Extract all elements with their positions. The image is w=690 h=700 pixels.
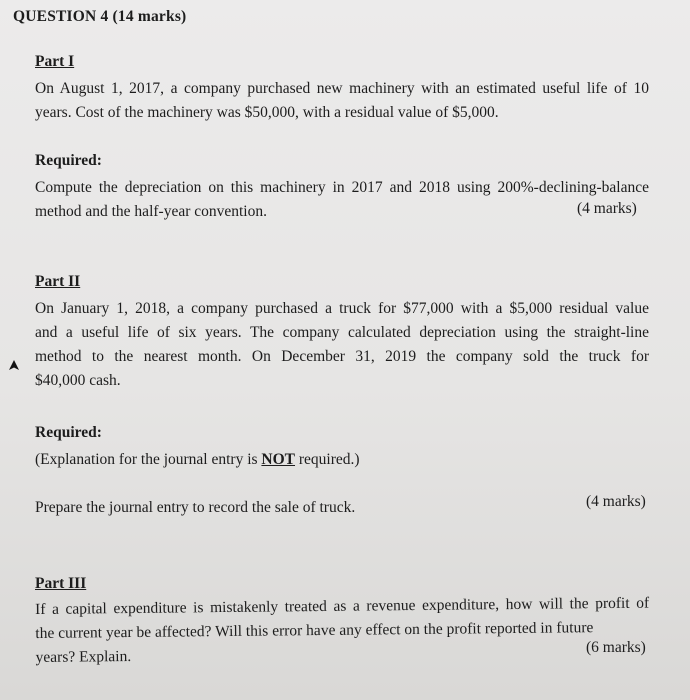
part-1-text <box>35 77 649 125</box>
part-2-explanation-not: NOT <box>261 451 296 468</box>
part-2-task-line: Prepare the journal entry to record the sale of truck. <box>35 499 356 516</box>
part-2-explanation-suffix: required.) <box>295 451 360 468</box>
part-2-marks: (4 marks) <box>586 493 646 510</box>
part-1-required-heading: Required: <box>35 152 102 169</box>
part-2-text <box>35 297 649 393</box>
part-3-text <box>35 592 650 670</box>
question-title: QUESTION 4 (14 marks) <box>13 8 187 25</box>
part-3-line: years? Explain. <box>35 647 132 666</box>
part-2-explanation <box>35 448 649 472</box>
part-2-line: $40,000 cash. <box>35 372 121 389</box>
part-2-line: method to the nearest month. On December 31, 2019 the company sold the truck for <box>35 348 649 365</box>
part-1-required-text <box>35 176 649 224</box>
part-3-marks: (6 marks) <box>586 639 646 656</box>
part-2-heading: Part II <box>35 273 81 290</box>
part-2-line: and a useful life of six years. The company calculated depreciation using the straight-line <box>35 324 649 341</box>
part-3-line: the current year be affected? Will this error have any effect on the profit reported in future <box>35 619 594 642</box>
part-2-required-heading: Required: <box>35 424 102 441</box>
part-1-line: years. Cost of the machinery was $50,000, with a residual value of $5,000. <box>35 104 499 121</box>
part-3-line: If a capital expenditure is mistakenly treated as a revenue expenditure, how will the profit of <box>35 594 650 618</box>
part-3-heading: Part III <box>35 575 87 592</box>
part-1-required-line: method and the half-year convention. <box>35 203 267 220</box>
part-1-line: On August 1, 2017, a company purchased new machinery with an estimated useful life of 10 <box>35 80 649 97</box>
part-2-task <box>35 496 649 520</box>
part-1-required-line: Compute the depreciation on this machinery in 2017 and 2018 using 200%-declining-balance <box>35 179 649 196</box>
part-1-marks: (4 marks) <box>577 200 637 217</box>
part-1-heading: Part I <box>35 53 75 70</box>
part-2-explanation-prefix: (Explanation for the journal entry is <box>35 451 262 468</box>
mouse-cursor-icon <box>7 359 21 373</box>
part-2-line: On January 1, 2018, a company purchased a truck for $77,000 with a $5,000 residual value <box>35 300 649 317</box>
